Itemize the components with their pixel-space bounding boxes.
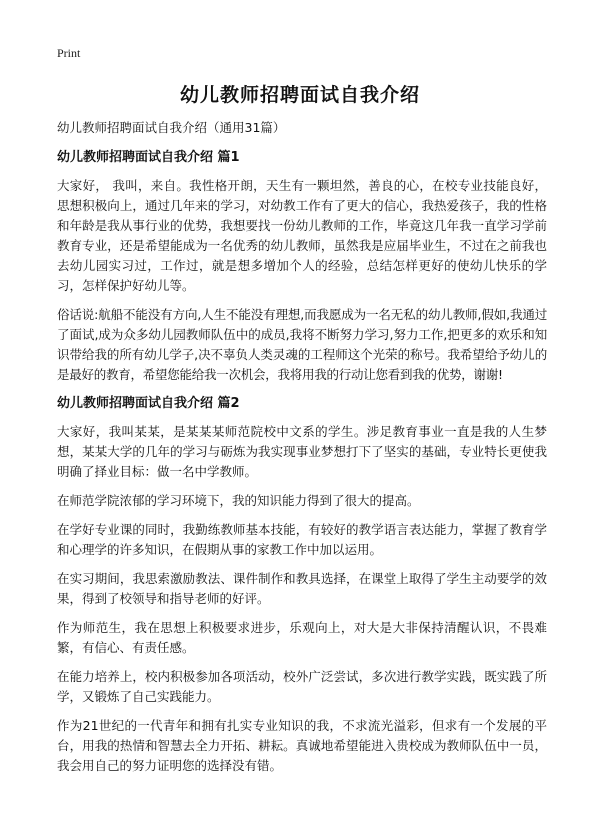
document-body [57,118,547,785]
paragraph: 俗话说:航船不能没有方向,人生不能没有理想,而我愿成为一名无私的幼儿教师,假如,我通过了面试,成为众多幼儿园教师队伍中的成员,我将不断努力学习,努力工作,把更多的欢乐和知识带给我的所有幼儿学子,决不辜负人类灵魂的工程师这个光荣的称号。我希望给予幼儿的是最好的教育，希望您能给我一次机会，我将用我的行动让您看到我的优势，谢谢! [57,307,547,382]
print-link[interactable]: Print [57,46,81,60]
paragraph: 在能力培养上，校内积极参加各项活动，校外广泛尝试，多次进行教学实践，既实践了所学，又锻炼了自己实践能力。 [57,669,547,704]
paragraph: 大家好， 我叫，来自。我性格开朗，天生有一颗坦然，善良的心，在校专业技能良好，思想积极向上，通过几年来的学习，对幼教工作有了更大的信心，我热爱孩子，我的性格和年龄是我从事行业的优势，我想要找一份幼儿教师的工作，毕竟这几年我一直学习学前教育专业，还是希望能成为一名优秀的幼儿教师，虽然我是应届毕业生，不过在之前我也去幼儿园实习过，工作过，就是想多增加个人的经验，总结怎样更好的使幼儿快乐的学习，怎样保护好幼儿等。 [57,178,547,293]
paragraph: 大家好，我叫某某，是某某某师范院校中文系的学生。涉足教育事业一直是我的人生梦想，某某大学的几年的学习与砺炼为我实现事业梦想打下了坚实的基础，专业特长更使我明确了择业目标：做一名中学教师。 [57,424,547,479]
document-subtitle: 幼儿教师招聘面试自我介绍（通用31篇） [57,120,286,135]
paragraph: 在师范学院浓郁的学习环境下，我的知识能力得到了很大的提高。 [57,493,420,508]
section-heading: 幼儿教师招聘面试自我介绍 篇2 [57,396,240,411]
section-2 [57,394,547,776]
section-heading: 幼儿教师招聘面试自我介绍 篇1 [57,150,240,165]
paragraph: 在学好专业课的同时，我勤练教师基本技能，有较好的教学语言表达能力，掌握了教育学和心理学的许多知识，在假期从事的家教工作中加以运用。 [57,522,547,557]
paragraph: 作为21世纪的一代青年和拥有扎实专业知识的我，不求流光溢彩，但求有一个发展的平台，用我的热情和智慧去全力开拓、耕耘。真诚地希望能进入贵校成为教师队伍中一员，我会用自己的努力证明您的选择没有错。 [57,718,547,773]
document-title: 幼儿教师招聘面试自我介绍 [179,84,420,106]
paragraph: 在实习期间，我思索激励教法、课件制作和教具选择，在课堂上取得了学生主动要学的效果，得到了校领导和指导老师的好评。 [57,571,547,606]
section-1 [57,148,547,385]
paragraph: 作为师范生，我在思想上积极要求进步，乐观向上，对大是大非保持清醒认识，不畏难繁，有信心、有责任感。 [57,620,547,655]
